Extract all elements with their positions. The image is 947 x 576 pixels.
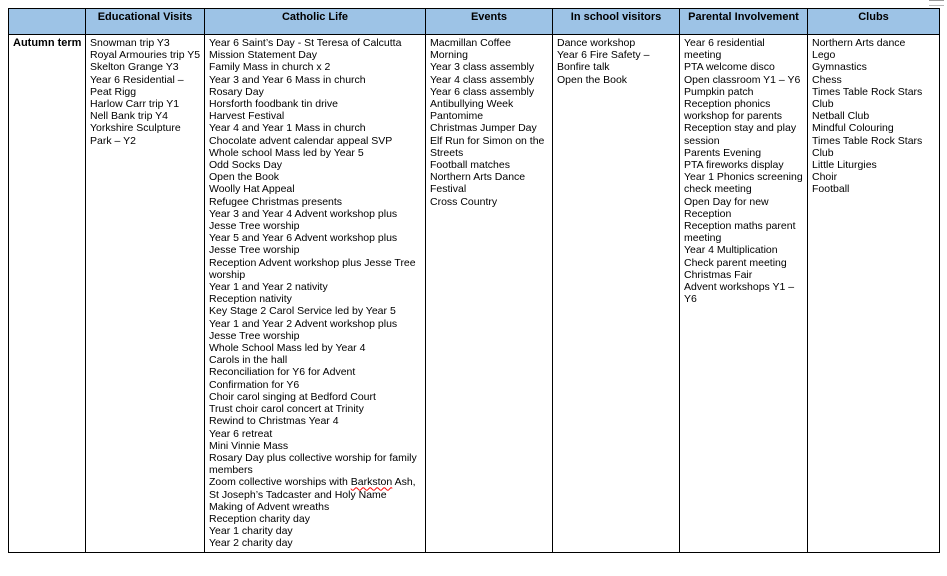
list-item: Cross Country xyxy=(430,195,498,208)
list-item: Football matches xyxy=(430,159,510,172)
list-item: Odd Socks Day xyxy=(209,159,282,172)
list-item: Year 6 Fire Safety – Bonfire talk xyxy=(557,49,650,74)
in-school-visitors-cell xyxy=(553,35,680,553)
autumn-term-row xyxy=(9,35,940,553)
list-item: Reception phonics workshop for parents xyxy=(684,98,783,123)
column-header-events: Events xyxy=(426,9,553,35)
list-item: Royal Armouries trip Y5 xyxy=(90,49,201,62)
list-item: Elf Run for Simon on the Streets xyxy=(430,134,545,159)
list-item: Dance workshop xyxy=(557,37,636,49)
column-header-parental-involvement: Parental Involvement xyxy=(680,9,808,35)
list-item: Netball Club xyxy=(812,110,870,123)
list-item: Northern Arts dance xyxy=(812,37,906,49)
list-item: PTA fireworks display xyxy=(684,159,784,172)
list-item: Reception nativity xyxy=(209,293,292,306)
list-item: Skelton Grange Y3 xyxy=(90,61,179,74)
list-item: Year 1 Phonics screening check meeting xyxy=(684,171,803,196)
list-item: Year 6 class assembly xyxy=(430,85,535,98)
row-label-autumn-term: Autumn term xyxy=(9,35,86,553)
column-header-term xyxy=(9,9,86,35)
catholic-life-cell xyxy=(205,35,426,553)
list-item: Parents Evening xyxy=(684,146,762,159)
list-item: Little Liturgies xyxy=(812,159,877,172)
list-item: Pantomime xyxy=(430,110,484,123)
column-header-in-school-visitors: In school visitors xyxy=(553,9,680,35)
list-item: Gymnastics xyxy=(812,61,867,74)
list-item: Year 6 Residential – Peat Rigg xyxy=(90,73,184,98)
list-item: Open the Book xyxy=(209,171,280,184)
list-item: Year 1 and Year 2 Advent workshop plus Jesse Tree worship xyxy=(209,317,398,342)
list-item: Open classroom Y1 – Y6 xyxy=(684,73,801,86)
list-item: Year 3 and Year 4 Advent workshop plus Jesse Tree worship xyxy=(209,207,398,233)
list-item: Antibullying Week xyxy=(430,98,514,111)
list-item: Year 3 class assembly xyxy=(430,61,535,74)
list-item: Reception maths parent meeting xyxy=(684,220,796,245)
list-item: Year 1 charity day xyxy=(209,525,293,538)
list-item: Chess xyxy=(812,73,842,86)
list-item: Macmillan Coffee Morning xyxy=(430,37,511,62)
list-item: Advent workshops Y1 – Y6 xyxy=(684,281,795,306)
misspelled-word: Barkston xyxy=(350,476,393,489)
events-cell xyxy=(426,35,553,553)
list-item: Northern Arts Dance Festival xyxy=(430,171,526,196)
list-item: Nell Bank trip Y4 xyxy=(90,110,169,123)
column-header-catholic-life: Catholic Life xyxy=(205,9,426,35)
list-item: Horsforth foodbank tin drive xyxy=(209,98,338,111)
list-item: Pumpkin patch xyxy=(684,85,754,98)
list-item: Trust choir carol concert at Trinity xyxy=(209,403,364,416)
clubs-cell xyxy=(808,35,940,553)
list-item: Key Stage 2 Carol Service led by Year 5 xyxy=(209,305,396,318)
list-item: Year 2 charity day xyxy=(209,537,293,550)
list-item: Lego xyxy=(812,49,836,62)
list-item: Year 1 and Year 2 nativity xyxy=(209,281,328,294)
list-item: Snowman trip Y3 xyxy=(90,37,170,49)
header-row xyxy=(9,9,940,35)
list-item: Carols in the hall xyxy=(209,354,288,367)
educational-visits-cell xyxy=(86,35,205,553)
list-item: Times Table Rock Stars Club xyxy=(812,85,923,111)
list-item: Mission Statement Day xyxy=(209,49,317,62)
list-item: Harlow Carr trip Y1 xyxy=(90,98,180,111)
window-corner-artifact xyxy=(929,0,944,6)
list-item: Year 6 retreat xyxy=(209,427,273,440)
list-item: Whole school Mass led by Year 5 xyxy=(209,146,364,159)
list-item: Mindful Colouring xyxy=(812,122,894,135)
list-item: Year 4 and Year 1 Mass in church xyxy=(209,122,366,135)
list-item: Year 5 and Year 6 Advent workshop plus Jesse Tree worship xyxy=(209,232,398,257)
list-item: Football xyxy=(812,183,850,196)
school-term-activities-table xyxy=(8,8,940,553)
list-item: Open Day for new Reception xyxy=(684,195,769,220)
list-item: Rosary Day xyxy=(209,85,264,98)
list-item: Woolly Hat Appeal xyxy=(209,183,295,196)
list-item: Refugee Christmas presents xyxy=(209,195,343,208)
list-item: Harvest Festival xyxy=(209,110,285,123)
list-item: Reception charity day xyxy=(209,512,310,525)
list-item: Reception Advent workshop plus Jesse Tree worship xyxy=(209,256,416,281)
list-item: Christmas Jumper Day xyxy=(430,122,537,135)
list-item: Reception stay and play session xyxy=(684,122,797,147)
list-item: Christmas Fair xyxy=(684,268,753,281)
list-item: Choir carol singing at Bedford Court xyxy=(209,390,376,403)
list-item: Whole School Mass led by Year 4 xyxy=(209,342,366,355)
list-item: Rewind to Christmas Year 4 xyxy=(209,415,339,428)
list-item: Open the Book xyxy=(557,73,628,86)
list-item: Year 4 Multiplication Check parent meeting xyxy=(684,244,787,269)
list-item: Year 3 and Year 6 Mass in church xyxy=(209,73,366,86)
list-item: Zoom collective worships with Barkston Ash, St Joseph’s Tadcaster and Holy Name xyxy=(209,476,416,501)
list-item: Year 6 Saint’s Day - St Teresa of Calcutta xyxy=(209,37,402,49)
column-header-clubs: Clubs xyxy=(808,9,940,35)
list-item: Confirmation for Y6 xyxy=(209,378,300,391)
list-item: Times Table Rock Stars Club xyxy=(812,134,923,159)
list-item: Year 6 residential meeting xyxy=(684,37,765,62)
list-item: Mini Vinnie Mass xyxy=(209,439,289,452)
list-item: Making of Advent wreaths xyxy=(209,500,330,513)
list-item: Yorkshire Sculpture Park – Y2 xyxy=(90,122,181,147)
list-item: Reconciliation for Y6 for Advent xyxy=(209,366,356,379)
list-item: Chocolate advent calendar appeal SVP xyxy=(209,134,393,147)
list-item: PTA welcome disco xyxy=(684,61,775,74)
list-item: Rosary Day plus collective worship for family members xyxy=(209,451,417,477)
column-header-educational-visits: Educational Visits xyxy=(86,9,205,35)
list-item: Year 4 class assembly xyxy=(430,73,535,86)
parental-involvement-cell xyxy=(680,35,808,553)
list-item: Choir xyxy=(812,171,838,184)
list-item: Family Mass in church x 2 xyxy=(209,61,331,74)
